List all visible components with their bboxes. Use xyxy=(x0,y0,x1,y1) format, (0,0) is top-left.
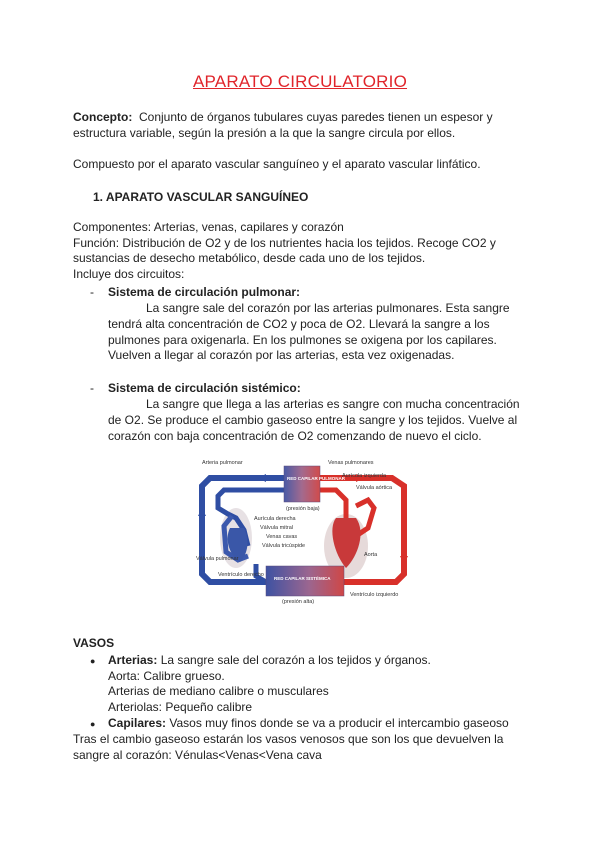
concepto-label: Concepto: xyxy=(73,110,133,124)
sistemico-dash: - xyxy=(90,381,94,395)
label-venas-pulmonares: Venas pulmonares xyxy=(328,460,374,466)
label-auricula-izquierda: Aurícula izquierda xyxy=(342,473,387,479)
label-aorta: Aorta xyxy=(364,552,378,558)
aorta-line: Aorta: Calibre grueso. xyxy=(108,668,225,683)
compuesto-paragraph: Compuesto por el aparato vascular sanguíneo y el aparato vascular linfático. xyxy=(73,157,481,171)
pulmonar-l2: tendrá alta concentración de CO2 y poca de O2. Llevará la sangre a los xyxy=(108,316,490,331)
pulmonar-heading: Sistema de circulación pulmonar: xyxy=(108,285,301,299)
capilares-text: Vasos muy finos donde se va a producir el intercambio gaseoso xyxy=(169,716,509,730)
capilares-block xyxy=(108,716,509,732)
pulmonar-paragraph xyxy=(108,301,528,364)
concepto-line2: estructura variable, según la presión a la que la sangre circula por ellos. xyxy=(73,125,456,140)
label-valvula-tricuspide: Válvula tricúspide xyxy=(262,543,306,549)
sistemico-l2: de O2. Se produce el cambio gaseoso entre la sangre y los tejidos. Vuelve al xyxy=(108,412,518,427)
pulmonary-capillary-bed xyxy=(284,466,320,502)
componentes-block xyxy=(73,220,533,282)
sistemico-paragraph xyxy=(108,397,528,444)
arterias-block xyxy=(108,653,431,715)
page-title: APARATO CIRCULATORIO xyxy=(192,72,408,91)
label-ventriculo-izquierdo: Ventrículo izquierdo xyxy=(350,592,399,598)
circulation-diagram-svg xyxy=(196,456,421,604)
systemic-capillary-bed xyxy=(266,566,344,596)
tras-line1: Tras el cambio gaseoso estarán los vasos venosos que son los que devuelven la xyxy=(73,732,504,746)
arteriolas-line: Arteriolas: Pequeño calibre xyxy=(108,699,253,714)
capilares-label: Capilares: xyxy=(108,716,167,730)
label-red-sistemica: RED CAPILAR SISTÉMICA xyxy=(274,576,331,581)
label-valvula-mitral: Válvula mitral xyxy=(260,525,294,531)
vasos-heading: VASOS xyxy=(73,636,115,650)
mediano-line: Arterias de mediano calibre o musculares xyxy=(108,684,329,698)
sistemico-l3: corazón con baja concentración de O2 comenzando de nuevo el ciclo. xyxy=(108,428,482,443)
label-valvula-pulmonar: Válvula pulmonar xyxy=(196,556,239,562)
tras-line2: sangre al corazón: Vénulas<Venas<Vena cava xyxy=(73,747,322,762)
label-presion-baja: (presión baja) xyxy=(286,506,320,512)
bullet-arterias: ● xyxy=(90,656,96,666)
sistemico-heading: Sistema de circulación sistémico: xyxy=(108,381,301,395)
label-arteria-pulmonar: Arteria pulmonar xyxy=(202,460,243,466)
incluye-line: Incluye dos circuitos: xyxy=(73,266,185,281)
pulmonar-dash: - xyxy=(90,285,94,299)
concepto-line1: Conjunto de órganos tubulares cuyas paredes tienen un espesor y xyxy=(139,110,493,124)
pulmonar-l1: La sangre sale del corazón por las arterias pulmonares. Esta sangre xyxy=(146,301,510,315)
sistemico-l1: La sangre que llega a las arterias es sangre con mucha concentración xyxy=(146,397,520,411)
componentes-line: Componentes: Arterias, venas, capilares y corazón xyxy=(73,220,344,234)
label-valvula-aortica: Válvula aórtica xyxy=(356,485,393,491)
concepto-paragraph xyxy=(73,110,533,141)
funcion-line2: sustancias de desecho metabólico, desde cada uno de los tejidos. xyxy=(73,251,426,265)
label-ventriculo-derecho: Ventrículo derecho xyxy=(218,572,264,578)
section-heading: 1. APARATO VASCULAR SANGUÍNEO xyxy=(93,190,309,204)
circulation-diagram xyxy=(196,456,421,604)
label-red-pulmonar: RED CAPILAR PULMONAR xyxy=(287,476,345,481)
arterias-text: La sangre sale del corazón a los tejidos y órganos. xyxy=(160,653,431,667)
pulmonar-l3: pulmones para oxigenarla. En los pulmones se oxigena por los capilares. xyxy=(108,332,497,347)
label-auricula-derecha: Aurícula derecha xyxy=(254,516,296,522)
tras-paragraph xyxy=(73,732,533,763)
funcion-line1: Función: Distribución de O2 y de los nutrientes hacia los tejidos. Recoge CO2 y xyxy=(73,235,496,250)
label-presion-alta: (presión alta) xyxy=(282,599,315,604)
arterias-label: Arterias: xyxy=(108,653,158,667)
label-venas-cavas: Venas cavas xyxy=(266,534,298,540)
bullet-capilares: ● xyxy=(90,719,96,729)
pulmonar-l4: Vuelven a llegar al corazón por las arterias, esta vez oxigenadas. xyxy=(108,348,455,363)
